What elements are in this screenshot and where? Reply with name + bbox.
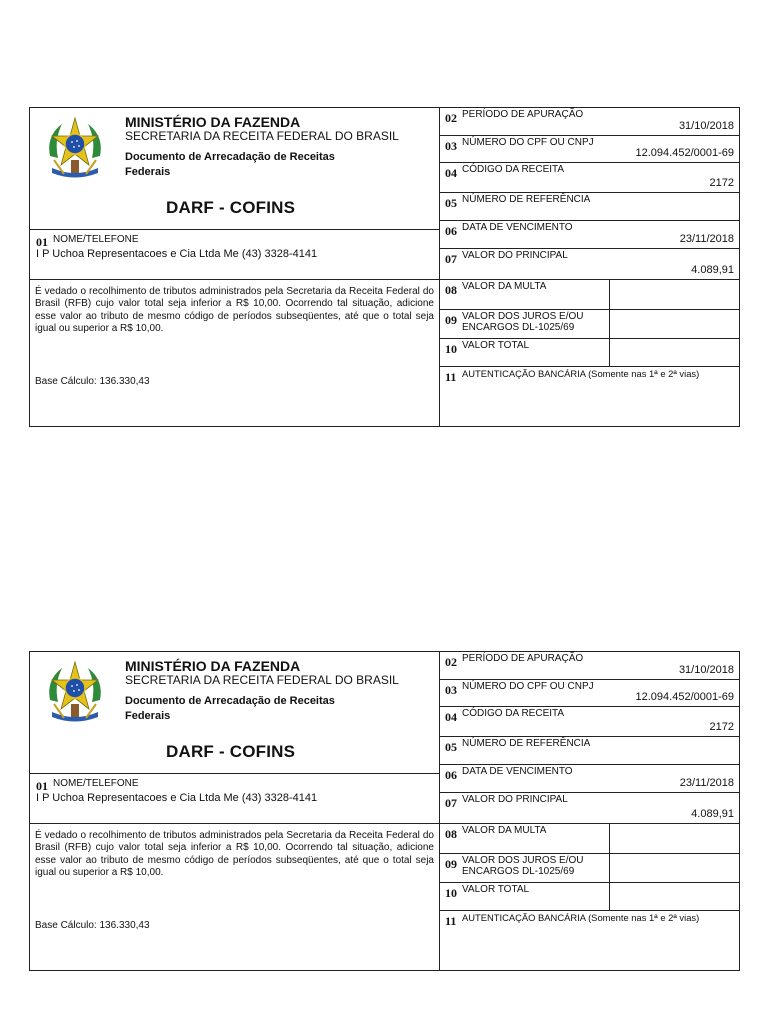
field-11-autenticacao-bancaria — [440, 367, 740, 426]
field-label: NÚMERO DO CPF OU CNPJ — [462, 137, 594, 148]
field-value: 2172 — [709, 721, 734, 733]
field-number: 07 — [445, 252, 457, 266]
brazil-coat-of-arms-icon — [44, 116, 106, 182]
field-label: NÚMERO DE REFERÊNCIA — [462, 194, 591, 205]
field-number: 07 — [445, 796, 457, 810]
darf-form-copy-1 — [29, 107, 740, 427]
field-number: 05 — [445, 740, 457, 754]
field-06-data-vencimento — [440, 221, 740, 249]
field-label: DATA DE VENCIMENTO — [462, 766, 573, 777]
field-label: VALOR DA MULTA — [462, 825, 547, 836]
document-type-line-2: Federais — [125, 166, 171, 178]
document-type-line-2: Federais — [125, 710, 171, 722]
field-label: VALOR DO PRINCIPAL — [462, 794, 568, 805]
field-number: 02 — [445, 111, 457, 125]
field-02-periodo-apuracao — [440, 108, 740, 136]
field-04-codigo-receita — [440, 163, 740, 193]
form-header — [30, 652, 439, 774]
field-03-cpf-cnpj — [440, 136, 740, 163]
ministry-title: MINISTÉRIO DA FAZENDA — [125, 114, 301, 130]
field-label — [462, 311, 584, 333]
field-11-autenticacao-bancaria — [440, 911, 740, 970]
field-07-valor-principal — [440, 793, 740, 824]
field-value: 4.089,91 — [691, 264, 734, 276]
field-06-data-vencimento — [440, 765, 740, 793]
document-type — [125, 150, 375, 180]
value-box — [609, 883, 740, 910]
field-number: 05 — [445, 196, 457, 210]
value-box — [609, 854, 740, 882]
form-left-section — [30, 108, 440, 426]
field-04-codigo-receita — [440, 707, 740, 737]
field-08-valor-multa — [440, 824, 740, 854]
notice-text: É vedado o recolhimento de tributos administrados pela Secretaria da Receita Federal do Brasil (RFB) cujo valor total seja inferior a R$ 10,00. Ocorrendo tal situação, adicione esse valor ao tributo de mesmo código de períodos subseqüentes, até que o total seja igual ou superior a R$ 10,00. — [35, 286, 434, 334]
field-number: 03 — [445, 683, 457, 697]
field-label: NOME/TELEFONE — [53, 234, 139, 245]
field-label: PERÍODO DE APURAÇÃO — [462, 109, 584, 120]
field-label: VALOR DO PRINCIPAL — [462, 250, 568, 261]
field-01-nome-telefone — [30, 230, 439, 280]
field-label: VALOR TOTAL — [462, 884, 530, 895]
field-label-line-2: ENCARGOS DL-1025/69 — [462, 866, 575, 877]
field-number: 01 — [36, 235, 48, 249]
secretaria-title: SECRETARIA DA RECEITA FEDERAL DO BRASIL — [125, 673, 399, 687]
value-box — [609, 339, 740, 366]
field-number: 04 — [445, 710, 457, 724]
field-01-nome-telefone — [30, 774, 439, 824]
darf-form-copy-2 — [29, 651, 740, 971]
field-number: 01 — [36, 779, 48, 793]
value-box — [609, 310, 740, 338]
document-type-line-1: Documento de Arrecadação de Receitas — [125, 151, 335, 163]
field-label — [462, 855, 584, 877]
field-value: 23/11/2018 — [679, 777, 734, 789]
field-label: CÓDIGO DA RECEITA — [462, 164, 565, 175]
ministry-title: MINISTÉRIO DA FAZENDA — [125, 658, 301, 674]
field-number: 11 — [445, 914, 457, 928]
base-calculo: Base Cálculo: 136.330,43 — [35, 920, 150, 931]
field-10-valor-total — [440, 883, 740, 911]
field-number: 09 — [445, 313, 457, 327]
field-number: 08 — [445, 283, 457, 297]
field-label: NOME/TELEFONE — [53, 778, 139, 789]
field-label: NÚMERO DO CPF OU CNPJ — [462, 681, 594, 692]
field-05-numero-referencia — [440, 193, 740, 221]
secretaria-title: SECRETARIA DA RECEITA FEDERAL DO BRASIL — [125, 129, 399, 143]
field-09-valor-juros — [440, 854, 740, 883]
field-05-numero-referencia — [440, 737, 740, 765]
form-fields-column — [440, 108, 740, 426]
field-value: I P Uchoa Representacoes e Cia Ltda Me (43) 3328-4141 — [36, 792, 318, 804]
field-number: 10 — [445, 342, 457, 356]
brazil-coat-of-arms-icon — [44, 660, 106, 726]
field-label: VALOR DA MULTA — [462, 281, 547, 292]
form-header — [30, 108, 439, 230]
darf-title: DARF - COFINS — [166, 198, 296, 217]
field-09-valor-juros — [440, 310, 740, 339]
document-type — [125, 694, 375, 724]
field-value: 31/10/2018 — [678, 664, 734, 676]
field-label-line-2: ENCARGOS DL-1025/69 — [462, 322, 575, 333]
field-label: NÚMERO DE REFERÊNCIA — [462, 738, 591, 749]
field-label: VALOR TOTAL — [462, 340, 530, 351]
field-number: 06 — [445, 224, 457, 238]
form-fields-column — [440, 652, 740, 970]
darf-title: DARF - COFINS — [166, 742, 296, 761]
field-value: 12.094.452/0001-69 — [635, 691, 734, 703]
field-value: 23/11/2018 — [679, 233, 734, 245]
field-value: I P Uchoa Representacoes e Cia Ltda Me (43) 3328-4141 — [36, 248, 318, 260]
field-label: PERÍODO DE APURAÇÃO — [462, 653, 584, 664]
form-left-section — [30, 652, 440, 970]
field-label: AUTENTICAÇÃO BANCÁRIA (Somente nas 1ª e 2ª vias) — [462, 368, 700, 379]
base-calculo: Base Cálculo: 136.330,43 — [35, 376, 150, 387]
field-number: 11 — [445, 370, 457, 384]
field-number: 09 — [445, 857, 457, 871]
field-value: 2172 — [709, 177, 734, 189]
field-number: 10 — [445, 886, 457, 900]
field-number: 04 — [445, 166, 457, 180]
field-label: CÓDIGO DA RECEITA — [462, 708, 565, 719]
field-08-valor-multa — [440, 280, 740, 310]
value-box — [609, 824, 740, 853]
document-type-line-1: Documento de Arrecadação de Receitas — [125, 695, 335, 707]
field-value: 31/10/2018 — [678, 120, 734, 132]
field-10-valor-total — [440, 339, 740, 367]
field-label-line-1: VALOR DOS JUROS E/OU — [462, 855, 584, 866]
field-number: 06 — [445, 768, 457, 782]
field-label: DATA DE VENCIMENTO — [462, 222, 573, 233]
field-07-valor-principal — [440, 249, 740, 280]
field-02-periodo-apuracao — [440, 652, 740, 680]
field-03-cpf-cnpj — [440, 680, 740, 707]
field-value: 4.089,91 — [691, 808, 734, 820]
field-number: 08 — [445, 827, 457, 841]
value-box — [609, 280, 740, 309]
notice-text: É vedado o recolhimento de tributos administrados pela Secretaria da Receita Federal do Brasil (RFB) cujo valor total seja inferior a R$ 10,00. Ocorrendo tal situação, adicione esse valor ao tributo de mesmo código de períodos subseqüentes, até que o total seja igual ou superior a R$ 10,00. — [35, 830, 434, 878]
field-label-line-1: VALOR DOS JUROS E/OU — [462, 311, 584, 322]
field-value: 12.094.452/0001-69 — [635, 147, 734, 159]
field-number: 03 — [445, 139, 457, 153]
field-label: AUTENTICAÇÃO BANCÁRIA (Somente nas 1ª e 2ª vias) — [462, 912, 700, 923]
field-number: 02 — [445, 655, 457, 669]
